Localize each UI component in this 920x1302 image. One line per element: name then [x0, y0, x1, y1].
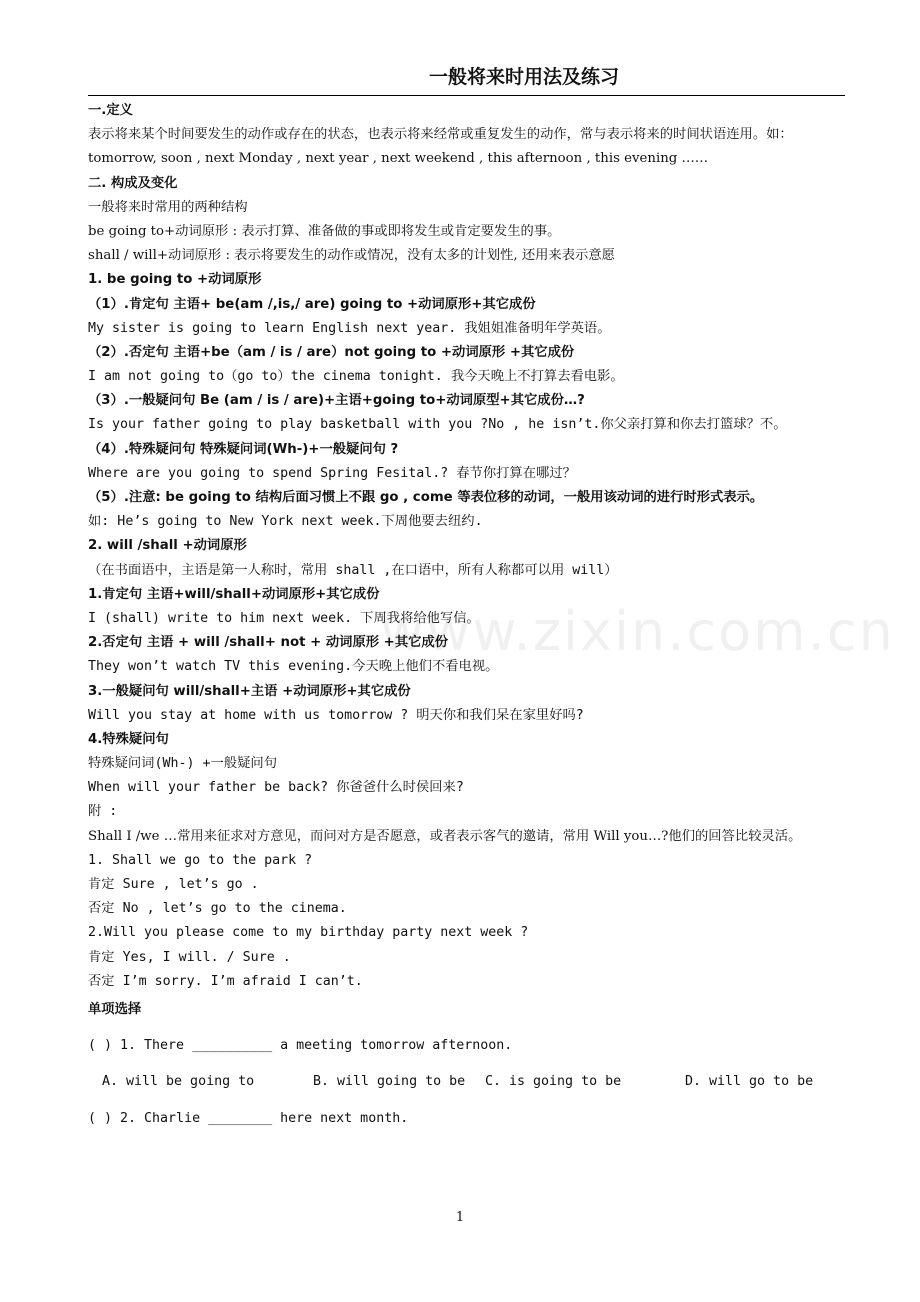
- text-line: Will you stay at home with us tomorrow ? 明天你和我们呆在家里好吗?: [88, 707, 584, 723]
- option-d: D. will go to be: [685, 1074, 814, 1090]
- page-title: 一般将来时用法及练习: [428, 66, 619, 88]
- text-line: （1）.肯定句 主语+ be(am /,is,/ are) going to +动词原形+其它成份: [88, 296, 536, 312]
- spacer: [88, 1022, 840, 1034]
- text-line: Shall I /we …常用来征求对方意见，而问对方是否愿意，或者表示客气的邀请，常用 Will you…?他们的回答比较灵活。: [88, 828, 802, 844]
- text-line: When will your father be back? 你爸爸什么时侯回来?: [88, 780, 464, 796]
- text-line: shall / will+动词原形 : 表示将要发生的动作或情况，没有太多的计划性, 还用来表示意愿: [88, 248, 615, 264]
- text-line: 如: He’s going to New York next week.下周他要去纽约.: [88, 514, 483, 530]
- text-line: be going to+动词原形 : 表示打算、准备做的事或即将发生或肯定要发生的事。: [88, 223, 561, 239]
- text-line: 2.否定句 主语 + will /shall+ not + 动词原形 +其它成份: [88, 635, 449, 651]
- text-line: 4.特殊疑问句: [88, 731, 169, 747]
- title-underline: [88, 95, 845, 96]
- text-line: 否定 I’m sorry. I’m afraid I can’t.: [88, 973, 363, 989]
- document-page: [88, 62, 840, 1131]
- text-line: I am not going to（go to）the cinema tonight. 我今天晚上不打算去看电影。: [88, 369, 624, 385]
- text-line: （4）.特殊疑问句 特殊疑问词(Wh-)+一般疑问句 ?: [88, 441, 399, 457]
- text-line: （2）.否定句 主语+be（am / is / are）not going to +动词原形 +其它成份: [88, 344, 575, 360]
- question-1-options: [88, 1070, 840, 1094]
- text-line: 特殊疑问词(Wh-) +一般疑问句: [88, 756, 278, 772]
- text-line: 1. Shall we go to the park ?: [88, 852, 313, 868]
- text-line: 肯定 Sure , let’s go .: [88, 877, 259, 893]
- text-line: They won’t watch TV this evening.今天晚上他们不看电视。: [88, 659, 499, 675]
- spacer: [88, 1058, 840, 1070]
- text-line: Where are you going to spend Spring Fesital.? 春节你打算在哪过？: [88, 465, 576, 481]
- text-line: 1.肯定句 主语+will/shall+动词原形+其它成份: [88, 586, 380, 602]
- option-c: C. is going to be: [485, 1074, 622, 1090]
- exercise-heading: 单项选择: [88, 1002, 142, 1017]
- text-line: 表示将来某个时间要发生的动作或存在的状态，也表示将来经常或重复发生的动作，常与表示将来的时间状语连用。如：tomorrow, soon , next Monday , next year , next weekend , this afternoon , this evening ……: [88, 127, 793, 167]
- watermark-text: www.zixin.com.cn: [380, 600, 895, 663]
- question-2: ( ) 2. Charlie ________ here next month.: [88, 1110, 409, 1126]
- body-text: [88, 99, 840, 994]
- question-1: ( ) 1. There __________ a meeting tomorrow afternoon.: [88, 1038, 513, 1054]
- text-line: 一.定义: [88, 103, 133, 118]
- page-number: 1: [455, 1210, 465, 1225]
- text-line: 二. 构成及变化: [88, 175, 178, 191]
- text-line: 肯定 Yes, I will. / Sure .: [88, 949, 291, 965]
- text-line: My sister is going to learn English next year. 我姐姐准备明年学英语。: [88, 320, 611, 336]
- text-line: 1. be going to +动词原形: [88, 272, 262, 288]
- text-line: Is your father going to play basketball with you ?No , he isn’t.你父亲打算和你去打篮球？不。: [88, 417, 787, 433]
- option-a: A. will be going to: [102, 1074, 255, 1090]
- text-line: 3.一般疑问句 will/shall+主语 +动词原形+其它成份: [88, 683, 411, 699]
- option-b: B. will going to be: [313, 1074, 466, 1090]
- text-line: 2.Will you please come to my birthday party next week ?: [88, 925, 529, 941]
- text-line: I (shall) write to him next week. 下周我将给他写信。: [88, 610, 480, 626]
- text-line: （在书面语中，主语是第一人称时，常用 shall ,在口语中，所有人称都可以用 will）: [88, 562, 618, 578]
- text-line: 2. will /shall +动词原形: [88, 538, 247, 554]
- text-line: 否定 No , let’s go to the cinema.: [88, 901, 347, 917]
- text-line: 附 :: [88, 804, 118, 820]
- text-line: （3）.一般疑问句 Be (am / is / are)+主语+going to+动词原型+其它成份…?: [88, 393, 585, 409]
- text-line: （5）.注意: be going to 结构后面习惯上不跟 go , come 等表位移的动词，一般用该动词的进行时形式表示。: [88, 490, 764, 506]
- text-line: 一般将来时常用的两种结构: [88, 199, 248, 215]
- spacer: [88, 1095, 840, 1107]
